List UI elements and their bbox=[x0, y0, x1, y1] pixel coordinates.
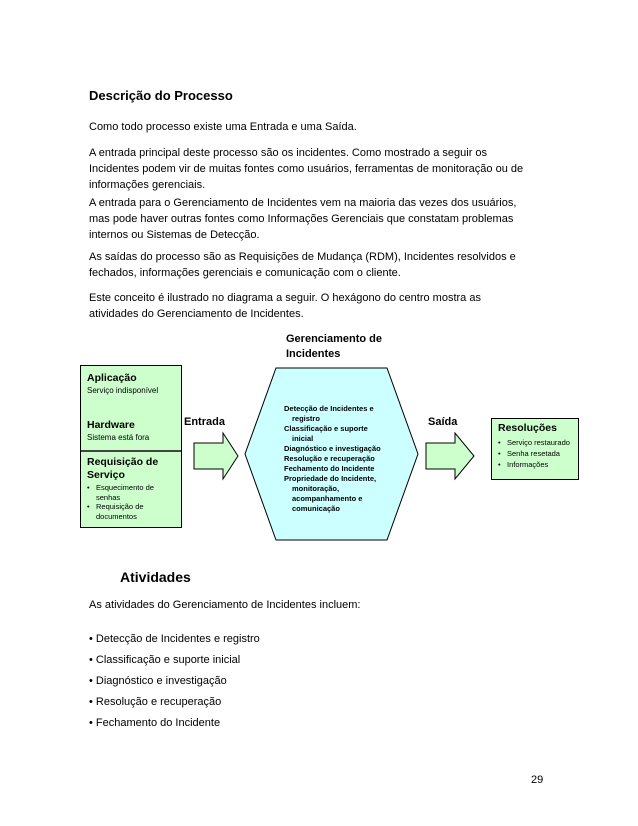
list-item: • Fechamento do Incidente bbox=[89, 717, 221, 729]
list-item: • Senha resetada bbox=[498, 448, 572, 459]
paragraph-line: As saídas do processo são as Requisições de Mudança (RDM), Incidentes resolvidos e bbox=[89, 251, 516, 263]
input-title: Hardware bbox=[87, 419, 135, 431]
paragraph-line: internos ou Sistemas de Detecção. bbox=[89, 229, 260, 241]
hexagon-line: Diagnóstico e investigação bbox=[284, 444, 381, 453]
input-subtitle: Serviço indisponível bbox=[87, 386, 159, 395]
hexagon-line: inicial bbox=[292, 434, 314, 443]
hexagon-line: monitoração, bbox=[292, 484, 340, 493]
paragraph-line: Como todo processo existe uma Entrada e uma Saída. bbox=[89, 121, 357, 133]
input-title: Aplicação bbox=[87, 372, 137, 384]
list-item-line: senhas bbox=[96, 492, 121, 502]
output-items bbox=[498, 437, 572, 470]
outputs-box bbox=[491, 418, 579, 480]
input-requisicao bbox=[81, 456, 181, 521]
hexagon-line: acompanhamento e bbox=[292, 494, 363, 503]
activities-heading: Atividades bbox=[120, 569, 191, 585]
activities-intro: As atividades do Gerenciamento de Incidentes incluem: bbox=[89, 599, 361, 611]
entrada-label: Entrada bbox=[184, 416, 225, 428]
saida-label: Saída bbox=[428, 416, 458, 428]
hexagon-line: Detecção de Incidentes e bbox=[284, 404, 374, 413]
hexagon-line: registro bbox=[292, 414, 320, 423]
output-title: Resoluções bbox=[498, 422, 557, 434]
paragraph-line: atividades do Gerenciamento de Incidentes. bbox=[89, 308, 304, 320]
hexagon-line: Propriedade do Incidente, bbox=[284, 474, 377, 483]
paragraph-line: Este conceito é ilustrado no diagrama a seguir. O hexágono do centro mostra as bbox=[89, 292, 481, 304]
inputs-divider bbox=[81, 450, 181, 452]
list-item: • Diagnóstico e investigação bbox=[89, 675, 227, 687]
list-item: • Classificação e suporte inicial bbox=[89, 654, 241, 666]
page-number: 29 bbox=[531, 774, 544, 786]
hexagon-line: Classificação e suporte bbox=[284, 424, 368, 433]
input-aplicacao bbox=[81, 372, 181, 396]
list-item bbox=[87, 483, 175, 502]
diagram-title-line: Gerenciamento de bbox=[286, 333, 382, 345]
list-item: • Resolução e recuperação bbox=[89, 696, 222, 708]
paragraph-line: fechados, informações gerenciais e comunicação com o cliente. bbox=[89, 267, 401, 279]
section-heading: Descrição do Processo bbox=[89, 88, 233, 103]
input-title: Requisição de bbox=[87, 456, 159, 468]
input-subtitle: Sistema está fora bbox=[87, 433, 150, 442]
paragraph-line: mas pode haver outras fontes como Informações Gerenciais que constatam problemas bbox=[89, 213, 514, 225]
saida-arrow bbox=[426, 433, 474, 479]
diagram-title-line: Incidentes bbox=[286, 348, 341, 360]
list-item-text: Detecção de Incidentes e registro bbox=[95, 633, 260, 645]
hexagon-line: Resolução e recuperação bbox=[284, 454, 375, 463]
input-hardware bbox=[81, 419, 181, 443]
list-item-text: Fechamento do Incidente bbox=[95, 717, 221, 729]
list-item: • Detecção de Incidentes e registro bbox=[89, 633, 260, 645]
hexagon-line: comunicação bbox=[292, 504, 340, 513]
input-items bbox=[87, 483, 175, 521]
list-item: • Informações bbox=[498, 459, 572, 470]
hexagon-line: Fechamento do Incidente bbox=[284, 464, 375, 473]
list-item-line: • Requisição de bbox=[96, 502, 144, 511]
list-item-text: Resolução e recuperação bbox=[95, 696, 222, 708]
paragraph-line: A entrada para o Gerenciamento de Incidentes vem na maioria das vezes dos usuários, bbox=[89, 197, 517, 209]
list-item-line: • Esquecimento de bbox=[96, 483, 154, 492]
paragraph-line: Incidentes podem vir de muitas fontes como usuários, ferramentas de monitoração ou de bbox=[89, 163, 524, 175]
inputs-box bbox=[80, 365, 182, 528]
hexagon-activities bbox=[284, 404, 424, 514]
list-item: • Serviço restaurado bbox=[498, 437, 572, 448]
list-item-text: Classificação e suporte inicial bbox=[95, 654, 241, 666]
list-item-line: documentos bbox=[96, 511, 137, 521]
paragraph-line: informações gerenciais. bbox=[89, 179, 206, 191]
list-item-text: Diagnóstico e investigação bbox=[95, 675, 227, 687]
entrada-arrow bbox=[194, 433, 238, 479]
activities-list bbox=[89, 631, 260, 736]
list-item bbox=[87, 502, 175, 521]
paragraph-line: A entrada principal deste processo são os incidentes. Como mostrado a seguir os bbox=[89, 147, 488, 159]
input-title: Serviço bbox=[87, 469, 125, 481]
